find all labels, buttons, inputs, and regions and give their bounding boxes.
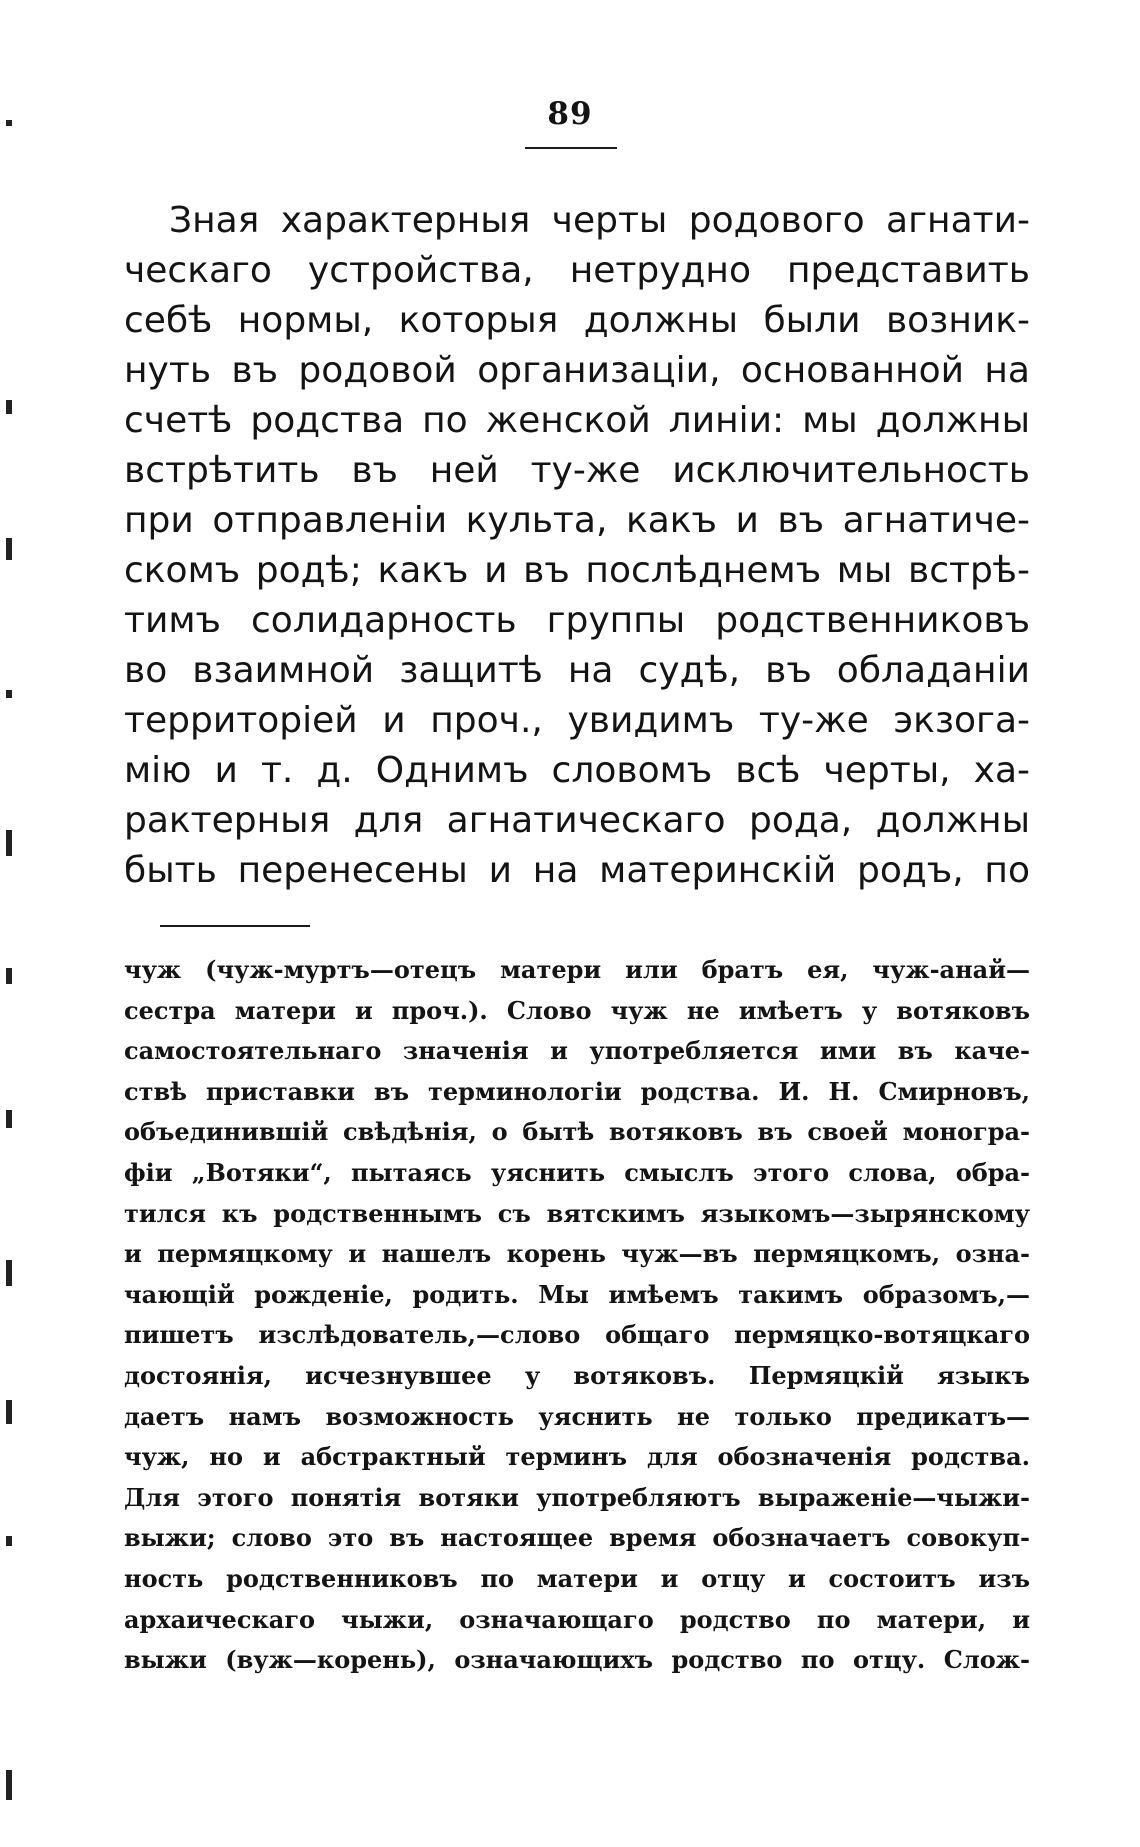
scan-edge-mark xyxy=(6,968,12,984)
text-line: ческаго устройства, нетрудно представить xyxy=(124,250,1030,291)
footnote-line: достоянія, исчезнувшее у вотяковъ. Пермяцкій языкъ xyxy=(124,1360,1030,1390)
footnote-line: фіи „Вотяки“, пытаясь уяснить смыслъ этого слова, обра- xyxy=(124,1157,1030,1187)
text-line: тимъ солидарность группы родственниковъ xyxy=(124,600,1030,641)
footnote-line: даетъ намъ возможность уяснить не только предикатъ— xyxy=(124,1401,1030,1431)
scan-edge-mark xyxy=(6,1770,12,1800)
footnote-line: выжи; слово это въ настоящее время обозначаетъ совокуп- xyxy=(124,1523,1030,1553)
footnote-line: сестра матери и проч.). Слово чуж не имѣетъ у вотяковъ xyxy=(124,995,1030,1025)
footnote-line: чуж (чуж-муртъ—отецъ матери или братъ ея, чуж-анай— xyxy=(124,955,1030,984)
scan-edge-mark xyxy=(6,1110,12,1128)
scan-edge-mark xyxy=(6,1536,12,1546)
text-line: счетѣ родства по женской линіи: мы должны xyxy=(124,400,1030,441)
footnote-line: ствѣ приставки въ терминологіи родства. И. Н. Смирновъ, xyxy=(124,1076,1030,1106)
text-line: быть перенесены и на материнскій родъ, по xyxy=(124,850,1030,891)
scan-edge-mark xyxy=(6,538,12,560)
text-line: территоріей и проч., увидимъ ту-же экзога- xyxy=(124,700,1030,741)
footnote-line: чуж, но и абстрактный терминъ для обозначенія родства. xyxy=(124,1442,1030,1472)
main-text-block xyxy=(124,196,1030,896)
footnote-line: и пермяцкому и нашелъ корень чуж—въ пермяцкомъ, озна- xyxy=(124,1239,1030,1269)
scan-edge-mark xyxy=(6,1400,12,1424)
text-line: во взаимной защитѣ на судѣ, въ обладаніи xyxy=(124,650,1030,691)
scan-edge-mark xyxy=(6,830,12,856)
scan-edge-mark xyxy=(6,400,12,414)
text-line: рактерныя для агнатическаго рода, должны xyxy=(124,800,1030,841)
footnote-line: ность родственниковъ по матери и отцу и состоитъ изъ xyxy=(124,1563,1030,1593)
footnote-line: самостоятельнаго значенія и употребляется ими въ каче- xyxy=(124,1036,1030,1066)
scan-edge-mark xyxy=(6,690,12,698)
footnote-line: пишетъ изслѣдователь,—слово общаго пермяцко-вотяцкаго xyxy=(124,1320,1030,1350)
text-line: встрѣтить въ ней ту-же исключительность xyxy=(124,450,1030,491)
text-line: скомъ родѣ; какъ и въ послѣднемъ мы встрѣ- xyxy=(124,550,1030,591)
text-line: при отправленіи культа, какъ и въ агнатиче- xyxy=(124,500,1030,541)
text-line: нуть въ родовой организаціи, основанной на xyxy=(124,350,1030,391)
footnote-line: архаическаго чыжи, означающаго родство по матери, и xyxy=(124,1604,1030,1634)
scan-edge-mark xyxy=(6,1260,12,1286)
text-line: себѣ нормы, которыя должны были возник- xyxy=(124,300,1030,341)
footnote-line: выжи (вуж—корень), означающихъ родство по отцу. Слож- xyxy=(124,1645,1030,1675)
page-number: 89 xyxy=(547,96,593,132)
footnote-line: тился къ родственнымъ съ вятскимъ языкомъ—зырянскому xyxy=(124,1198,1030,1228)
text-line: Зная характерныя черты родового агнати- xyxy=(169,200,1030,241)
footnote-line: объединившій свѣдѣнія, о бытѣ вотяковъ въ своей моногра- xyxy=(124,1117,1030,1147)
scan-edge-mark xyxy=(6,120,12,126)
page-number-underline xyxy=(525,147,617,149)
footnote-line: Для этого понятія вотяки употребляютъ выраженіе—чыжи- xyxy=(124,1482,1030,1512)
text-line: мію и т. д. Однимъ словомъ всѣ черты, ха- xyxy=(124,750,1030,791)
footnote-block xyxy=(124,950,1030,1681)
footnote-separator xyxy=(160,925,310,927)
footnote-line: чающій рожденіе, родить. Мы имѣемъ такимъ образомъ,— xyxy=(124,1279,1030,1309)
